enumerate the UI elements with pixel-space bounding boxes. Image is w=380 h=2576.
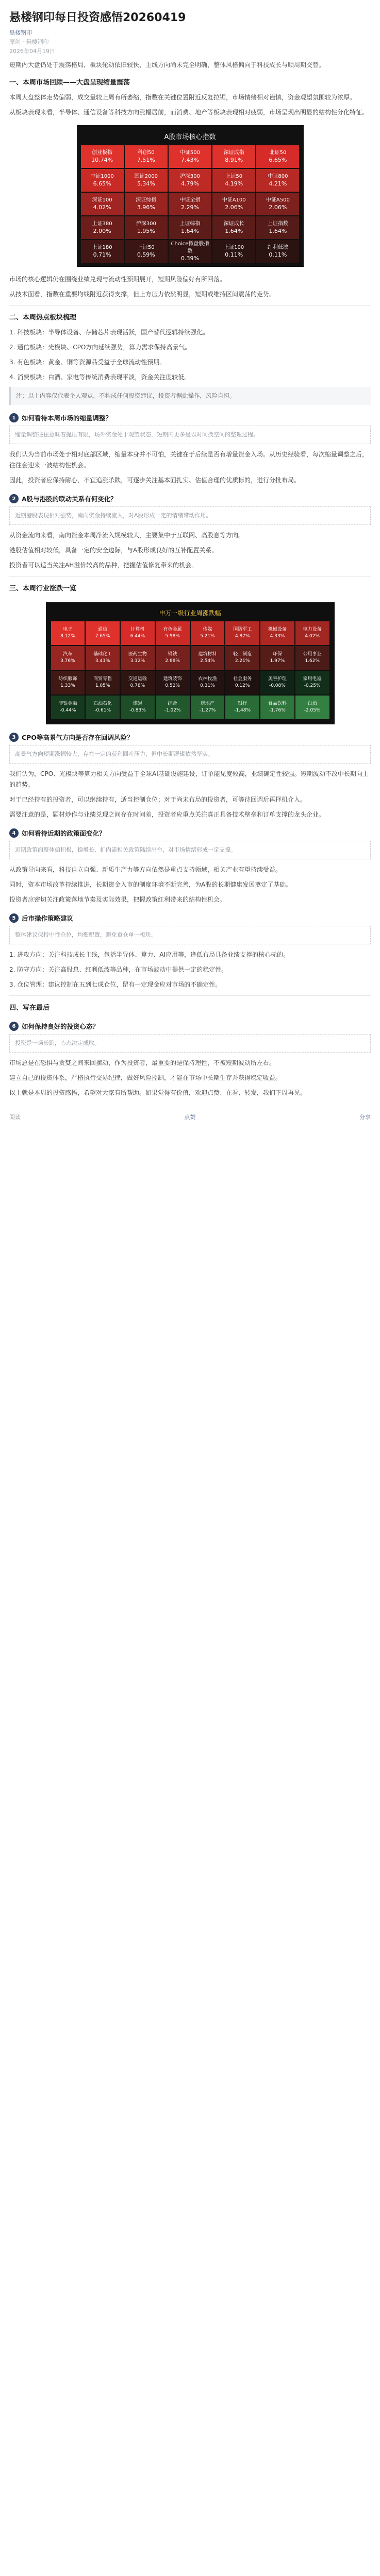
heatmap-cell-name: 深证综指 — [136, 197, 157, 203]
heatmap-cell-name: 国防军工 — [233, 627, 252, 632]
heatmap-cell-name: 商贸零售 — [93, 676, 112, 682]
paragraph: 投资者可以适当关注AH溢价较高的品种，把握估值修复带来的机会。 — [9, 562, 198, 569]
heatmap-cell — [86, 621, 120, 645]
paragraph: 市场总是在恐惧与贪婪之间来回摆动，作为投资者，最重要的是保持理性，不被短期波动所左右。 — [9, 1059, 276, 1066]
heatmap-cell-value: -1.02% — [164, 708, 181, 713]
qa-heading-4 — [9, 828, 371, 838]
qa-number: 1 — [9, 413, 19, 422]
intro-paragraph: 短期内大盘仍处于震荡格局，板块轮动依旧较快，主线方向尚未完全明确，整体风格偏向于科技成长与顺周期交替。 — [9, 61, 325, 69]
heatmap-cell-value: 1.95% — [137, 228, 155, 234]
heatmap-cell-name: 轻工制造 — [233, 652, 252, 657]
heatmap-cell-value: -0.08% — [269, 683, 286, 688]
heatmap-cell — [169, 240, 211, 263]
heatmap-cell — [86, 696, 120, 719]
heatmap-cell — [295, 621, 329, 645]
heatmap-cell-value: 4.21% — [269, 180, 287, 187]
heatmap-cell-name: 上证50 — [137, 245, 155, 250]
heatmap-cell-value: 0.52% — [165, 683, 180, 688]
heatmap-cell-value: 10.74% — [91, 157, 113, 163]
heatmap-cell-value: 7.51% — [137, 157, 155, 163]
paragraph: 本周大盘整体走势偏弱，成交量较上周有所萎缩，指数在关键位置附近反复拉锯，市场情绪相对谨慎，资金观望氛围较为浓厚。 — [9, 94, 356, 101]
heatmap-cell-name: 基础化工 — [93, 652, 112, 657]
heatmap-cell — [125, 216, 168, 239]
heatmap-cell-value: 2.21% — [235, 658, 250, 664]
heatmap-title: A股市场核心指数 — [164, 133, 216, 141]
heatmap-cell — [81, 145, 124, 168]
heatmap-cell-name: 上证100 — [224, 245, 244, 250]
heatmap-cell-name: 有色金属 — [163, 627, 182, 632]
heatmap-cell — [81, 193, 124, 215]
heatmap-cell-name: 沪深300 — [136, 221, 156, 227]
qa-title: 如何看待本周市场的缩量调整？ — [22, 414, 112, 422]
list-item: 4. 消费板块：白酒、家电等传统消费表现平淡，资金关注度较低。 — [9, 374, 191, 381]
heatmap-cell-value: 5.21% — [200, 634, 215, 639]
paragraph: 因此，投资者应保持耐心，不宜追涨杀跌，可逐步关注基本面扎实、估值合理的优质标的，进行分批布局。 — [9, 477, 301, 484]
heatmap-cell-value: 0.59% — [137, 251, 155, 258]
list-item: 1. 科技板块：半导体设备、存储芯片表现活跃，国产替代逻辑持续强化。 — [9, 329, 209, 336]
heatmap-cell-value: -0.61% — [94, 708, 111, 713]
heatmap-cell — [256, 216, 299, 239]
heatmap-cell-value: 3.96% — [137, 204, 155, 211]
heatmap-cell-name: Choice微盘股指数 — [171, 241, 209, 254]
heatmap-cell-value: 1.64% — [181, 228, 199, 234]
heatmap-cell — [212, 193, 255, 215]
heatmap-cell — [169, 216, 211, 239]
heatmap-cell-value: 2.06% — [225, 204, 243, 211]
heatmap-cell — [86, 671, 120, 694]
heatmap-cell — [121, 646, 155, 670]
heatmap-grid — [51, 621, 329, 719]
heatmap-cell — [156, 671, 190, 694]
qa-number: 3 — [9, 733, 19, 742]
qa-number: 4 — [9, 828, 19, 838]
heatmap-cell-value: 3.41% — [95, 658, 110, 664]
heatmap-cell-value: 0.78% — [130, 683, 145, 688]
heatmap-cell — [225, 671, 259, 694]
quote-box: 近期政策面整体偏积极，稳增长、扩内需相关政策陆续出台，对市场情绪形成一定支撑。 — [9, 841, 371, 859]
heatmap-cell-name: 上证综指 — [179, 221, 201, 227]
heatmap-cell — [191, 671, 225, 694]
paragraph: 2. 防守方向：关注高股息、红利低波等品种，在市场波动中提供一定的稳定性。 — [9, 966, 228, 973]
heatmap-cell-name: 汽车 — [63, 652, 73, 657]
section-heading-2: 二、本周热点板块梳理 — [9, 314, 77, 321]
heatmap-cell — [81, 216, 124, 239]
heatmap-cell-value: 1.97% — [270, 658, 285, 664]
qa-heading-6 — [9, 1022, 371, 1031]
heatmap-cell-name: 综合 — [168, 701, 177, 706]
list-item: 3. 有色板块：黄金、铜等资源品受益于全球流动性预期。 — [9, 359, 166, 366]
heatmap-cell-name: 上证指数 — [267, 221, 288, 227]
heatmap-cell — [212, 169, 255, 192]
heatmap-cell-name: 创业板指 — [92, 150, 113, 156]
heatmap-cell — [260, 671, 294, 694]
heatmap-cell-value: 5.98% — [165, 634, 180, 639]
heatmap-cell-name: 农林牧渔 — [198, 676, 217, 682]
heatmap-cell-value: 0.11% — [269, 251, 287, 258]
heatmap-grid — [81, 145, 300, 263]
heatmap-cell-value: 0.11% — [225, 251, 243, 258]
heatmap-cell — [256, 169, 299, 192]
heatmap-cell — [125, 145, 168, 168]
heatmap-cell-value: -1.27% — [199, 708, 216, 713]
section-heading-4: 四、写在最后 — [9, 1004, 50, 1012]
heatmap-cell-name: 美容护理 — [268, 676, 287, 682]
meta-line: 原创 · 悬楼钢印 — [9, 39, 49, 45]
quote-box: 高景气方向短期涨幅较大，存在一定的获利回吐压力，但中长期逻辑依然坚实。 — [9, 745, 371, 764]
share-button[interactable]: 分享 — [359, 1113, 371, 1121]
quote-box: 投资是一场长跑，心态决定成败。 — [9, 1034, 371, 1053]
paragraph: 港股估值相对较低，具备一定的安全边际，与A股形成良好的互补配置关系。 — [9, 547, 218, 554]
heatmap-cell — [125, 240, 168, 263]
qa-heading-2 — [9, 494, 371, 503]
heatmap-cell — [295, 646, 329, 670]
heatmap-cell-value: 2.54% — [200, 658, 215, 664]
paragraph: 从政策导向来看，科技自立自强、新质生产力等方向依然是重点支持领域，相关产业有望持续受益。 — [9, 866, 282, 873]
heatmap-cell — [51, 671, 85, 694]
heatmap-cell-value: 0.12% — [235, 683, 250, 688]
heatmap-cell-name: 深证100 — [92, 197, 112, 203]
heatmap-cell-name: 中证A500 — [266, 197, 290, 203]
section-heading-3: 三、本周行业涨跌一览 — [9, 585, 77, 592]
qa-title: 后市操作策略建议 — [22, 914, 74, 922]
heatmap-cell — [260, 621, 294, 645]
heatmap-cell-name: 石油石化 — [93, 701, 112, 706]
heatmap-cell — [212, 240, 255, 263]
heatmap-cell-name: 建筑材料 — [198, 652, 217, 657]
heatmap-cell-name: 银行 — [238, 701, 247, 706]
heatmap-cell-name: 上证180 — [92, 245, 112, 250]
heatmap-cell-name: 沪深300 — [179, 174, 201, 179]
paragraph: 投资者应密切关注政策落地节奏及实际效果，把握政策红利带来的结构性机会。 — [9, 896, 226, 903]
heatmap-cell-name: 红利低波 — [267, 245, 288, 250]
qa-title: CPO等高景气方向是否存在回调风险？ — [22, 734, 134, 741]
heatmap-cell-value: 4.02% — [305, 634, 320, 639]
heatmap-cell — [51, 621, 85, 645]
heatmap-cell-value: 4.02% — [93, 204, 111, 211]
heatmap-cell-name: 公用事业 — [303, 652, 322, 657]
heatmap-cell-name: 通信 — [98, 627, 108, 632]
heatmap-cell-value: 6.65% — [269, 157, 287, 163]
heatmap-cell — [260, 696, 294, 719]
quote-box: 整体建议保持中性仓位，均衡配置，避免重仓单一板块。 — [9, 926, 371, 944]
heatmap-cell-name: 机械设备 — [268, 627, 287, 632]
heatmap-cell — [295, 696, 329, 719]
qa-number: 5 — [9, 913, 19, 923]
heatmap-cell-name: 上证380 — [92, 221, 112, 227]
qa-number: 6 — [9, 1022, 19, 1031]
paragraph: 需要注意的是，题材炒作与业绩兑现之间存在时间差，投资者应重点关注真正具备技术壁垒和订单支撑的龙头企业。 — [9, 811, 325, 818]
paragraph: 从板块表现来看，半导体、通信设备等科技方向涨幅居前，而消费、地产等板块表现相对疲弱，市场呈现出明显的结构性分化特征。 — [9, 109, 369, 116]
heatmap-cell-name: 家用电器 — [303, 676, 322, 682]
paragraph: 从技术面看，指数在重要均线附近获得支撑，但上方压力依然明显，短期或维持区间震荡的走势。 — [9, 291, 276, 298]
heatmap-cell-value: 6.44% — [130, 634, 145, 639]
index-heatmap — [77, 125, 304, 267]
heatmap-cell-value: 2.06% — [269, 204, 287, 211]
heatmap-cell — [156, 621, 190, 645]
heatmap-cell-value: 4.79% — [181, 180, 199, 187]
heatmap-cell — [212, 216, 255, 239]
heatmap-cell-value: 4.33% — [270, 634, 285, 639]
heatmap-cell-name: 深证成指 — [223, 150, 244, 156]
heatmap-cell-name: 中证A100 — [222, 197, 246, 203]
heatmap-cell-value: 3.12% — [130, 658, 145, 664]
paragraph: 3. 仓位管理：建议控制在五到七成仓位，留有一定现金应对市场的不确定性。 — [9, 981, 222, 988]
heatmap-cell-name: 计算机 — [130, 627, 145, 632]
heatmap-cell-value: 3.76% — [60, 658, 75, 664]
heatmap-cell — [121, 621, 155, 645]
heatmap-cell-value: 2.00% — [93, 228, 111, 234]
article-page — [0, 0, 380, 1138]
heatmap-cell-name: 深证成长 — [223, 221, 244, 227]
heatmap-cell-value: -1.76% — [269, 708, 286, 713]
divider — [9, 995, 371, 996]
heatmap-cell — [256, 193, 299, 215]
heatmap-cell-name: 中证500 — [179, 150, 201, 156]
heatmap-cell-name: 房地产 — [200, 701, 214, 706]
paragraph: 对于已经持有的投资者，可以继续持有，适当控制仓位；对于尚未布局的投资者，可等待回调后再择机介入。 — [9, 796, 307, 803]
qa-heading-5 — [9, 913, 371, 923]
heatmap-cell-value: 8.12% — [60, 634, 75, 639]
heatmap-cell-value: -0.44% — [59, 708, 76, 713]
heatmap-cell-name: 电子 — [63, 627, 73, 632]
heatmap-cell — [125, 169, 168, 192]
heatmap-cell — [169, 145, 211, 168]
heatmap-cell-value: 1.62% — [305, 658, 320, 664]
heatmap-cell — [169, 169, 211, 192]
heatmap-cell-value: 0.39% — [181, 255, 199, 262]
heatmap-cell-name: 纺织服饰 — [58, 676, 77, 682]
heatmap-cell-name: 煤炭 — [133, 701, 142, 706]
heatmap-cell-value: 4.19% — [225, 180, 243, 187]
heatmap-cell-name: 医药生物 — [128, 652, 147, 657]
heatmap-cell — [295, 671, 329, 694]
heatmap-cell — [256, 240, 299, 263]
article-meta — [9, 29, 371, 56]
heatmap-cell-name: 交通运输 — [128, 676, 147, 682]
heatmap-cell-name: 钢铁 — [168, 652, 177, 657]
heatmap-cell — [156, 646, 190, 670]
heatmap-cell-name: 国证2000 — [134, 174, 158, 179]
heatmap-cell — [225, 646, 259, 670]
heatmap-cell-name: 中证800 — [268, 174, 288, 179]
heatmap-cell — [121, 671, 155, 694]
heatmap-cell — [212, 145, 255, 168]
divider — [9, 576, 371, 577]
heatmap-cell-value: 1.33% — [60, 683, 75, 688]
paragraph: 我们认为当前市场处于相对底部区域，缩量本身并不可怕，关键在于后续是否有增量资金入场。从历史经验看，每次缩量调整之后，往往会迎来一波结构性机会。 — [9, 451, 369, 469]
qa-title: 如何看待近期的政策面变化？ — [22, 829, 106, 837]
heatmap-cell — [191, 621, 225, 645]
heatmap-cell-name: 非银金融 — [58, 701, 77, 706]
paragraph: 以上就是本周的投资感悟，希望对大家有所帮助。如果觉得有价值，欢迎点赞、在看、转发，我们下周再见。 — [9, 1089, 307, 1096]
heatmap-cell-value: 5.34% — [137, 180, 155, 187]
heatmap-cell-value: 1.64% — [269, 228, 287, 234]
like-button[interactable]: 点赞 — [184, 1113, 196, 1121]
paragraph: 市场的核心逻辑仍在围绕业绩兑现与流动性预期展开，短期风险偏好有所回落。 — [9, 276, 226, 283]
heatmap-cell-value: -0.83% — [129, 708, 146, 713]
qa-title: 如何保持良好的投资心态？ — [22, 1023, 100, 1030]
heatmap-cell — [81, 240, 124, 263]
publish-date: 2026年04月19日 — [9, 48, 55, 55]
heatmap-cell-value: -2.05% — [304, 708, 321, 713]
heatmap-cell-value: -0.25% — [304, 683, 321, 688]
paragraph: 1. 进攻方向：关注科技成长主线，包括半导体、算力、AI应用等，逢低布局具备业绩支撑的核心标的。 — [9, 951, 290, 958]
section-heading-1: 一、本周市场回顾——大盘呈现缩量震荡 — [9, 79, 130, 87]
paragraph: 从资金流向来看，南向资金本周净流入规模较大，主要集中于互联网、高股息等方向。 — [9, 532, 245, 539]
divider — [9, 305, 371, 306]
list-item: 2. 通信板块：光模块、CPO方向延续强势，算力需求保持高景气。 — [9, 344, 191, 351]
qa-title: A股与港股的联动关系有何变化？ — [22, 495, 117, 503]
heatmap-cell-name: 社会服务 — [233, 676, 252, 682]
heatmap-cell — [260, 646, 294, 670]
qa-heading-1 — [9, 413, 371, 422]
qa-number: 2 — [9, 494, 19, 503]
heatmap-cell-value: 2.88% — [165, 658, 180, 664]
author-link[interactable]: 悬楼钢印 — [9, 29, 32, 36]
heatmap-cell — [81, 169, 124, 192]
heatmap-cell — [256, 145, 299, 168]
paragraph: 我们认为，CPO、光模块等算力相关方向受益于全球AI基础设施建设，订单能见度较高，业绩确定性较强。短期波动不改中长期向上的趋势。 — [9, 770, 369, 788]
heatmap-cell-value: 1.64% — [225, 228, 243, 234]
heatmap-cell-name: 建筑装饰 — [163, 676, 182, 682]
heatmap-cell — [156, 696, 190, 719]
heatmap-cell-value: 6.65% — [93, 180, 111, 187]
heatmap-cell-name: 中证全指 — [179, 197, 201, 203]
heatmap-cell-value: 7.43% — [181, 157, 199, 163]
heatmap-cell-name: 中证1000 — [90, 174, 114, 179]
heatmap-cell-name: 北证50 — [269, 150, 287, 156]
heatmap-cell — [121, 696, 155, 719]
article-footer — [9, 1108, 371, 1125]
heatmap-title: 申万一级行业周涨跌幅 — [159, 609, 221, 617]
industry-heatmap — [46, 602, 335, 724]
qa-heading-3 — [9, 733, 371, 742]
heatmap-cell — [86, 646, 120, 670]
heatmap-cell-name: 环保 — [272, 652, 282, 657]
heatmap-cell-value: 8.91% — [225, 157, 243, 163]
heatmap-cell-name: 上证50 — [225, 174, 243, 179]
heatmap-cell-name: 电力设备 — [303, 627, 322, 632]
quote-box: 近期港股表现相对强势，南向资金持续流入，对A股形成一定的情绪带动作用。 — [9, 506, 371, 525]
heatmap-cell — [51, 646, 85, 670]
heatmap-cell-name: 白酒 — [307, 701, 317, 706]
disclaimer-callout: 注：以上内容仅代表个人观点，不构成任何投资建议，投资者据此操作，风险自担。 — [9, 387, 371, 405]
heatmap-cell-value: 7.65% — [95, 634, 110, 639]
heatmap-cell-value: 2.29% — [181, 204, 199, 211]
heatmap-cell-value: 4.87% — [235, 634, 250, 639]
heatmap-cell — [225, 696, 259, 719]
paragraph: 建立自己的投资体系，严格执行交易纪律，做好风险控制，才能在市场中长期生存并获得稳定收益。 — [9, 1074, 282, 1081]
heatmap-cell — [225, 621, 259, 645]
heatmap-cell-value: 0.31% — [200, 683, 215, 688]
heatmap-cell — [169, 193, 211, 215]
article-title: 悬楼钢印每日投资感悟20260419 — [9, 11, 186, 24]
heatmap-cell-name: 科创50 — [137, 150, 155, 156]
heatmap-cell — [191, 696, 225, 719]
paragraph: 同时，资本市场改革持续推进，长期资金入市的制度环境不断完善，为A股的长期健康发展奠定了基础。 — [9, 881, 292, 888]
heatmap-cell-name: 传媒 — [203, 627, 212, 632]
read-count: 阅读 — [9, 1113, 21, 1121]
heatmap-cell — [51, 696, 85, 719]
heatmap-cell — [191, 646, 225, 670]
heatmap-cell-value: 1.05% — [95, 683, 110, 688]
quote-box: 缩量调整往往意味着抛压有限，场外资金处于观望状态，短期内更多是以时间换空间的整理过程。 — [9, 426, 371, 444]
heatmap-cell-value: -1.48% — [234, 708, 251, 713]
heatmap-cell-value: 0.71% — [93, 251, 111, 258]
heatmap-cell — [125, 193, 168, 215]
heatmap-cell-name: 食品饮料 — [268, 701, 287, 706]
